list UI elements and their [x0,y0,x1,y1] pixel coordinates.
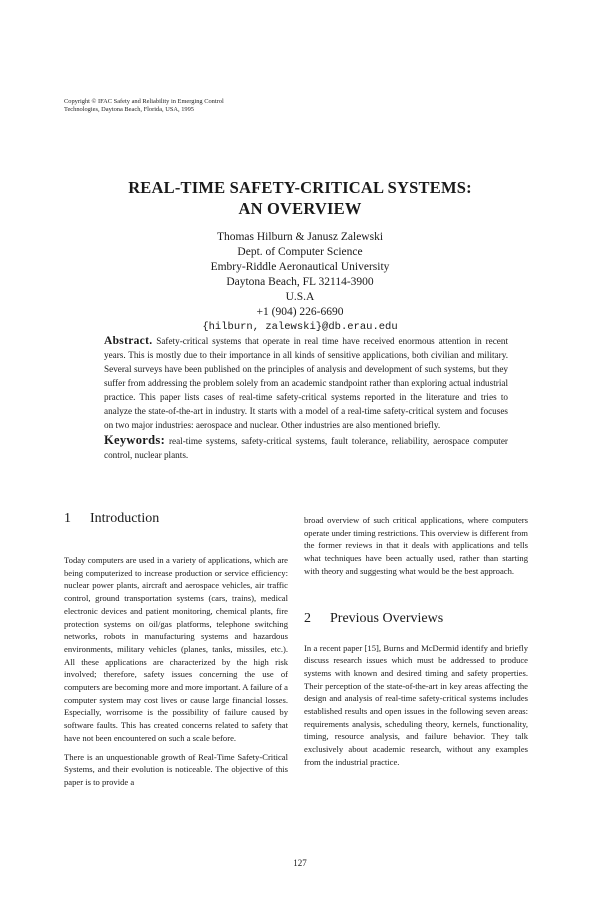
section-1-number: 1 [64,511,71,526]
keywords-label: Keywords: [104,433,166,447]
author-country: U.S.A [285,291,315,303]
section-2-number: 2 [304,610,311,626]
author-names: Thomas Hilburn & Janusz Zalewski [216,231,384,243]
section-1-paragraph-2: There is an unquestionable growth of Real-Time Safety-Critical Systems, and their evolution is noticeable. The objective of this paper is to provide a [64,751,288,787]
copyright-line-1: Copyright © IFAC Safety and Reliability in Emerging Control [64,98,224,105]
author-department: Dept. of Computer Science [237,246,363,258]
keywords-text: real-time systems, safety-critical systems, fault tolerance, reliability, aerospace computer control, nuclear plants. [104,436,508,460]
abstract-text: Safety-critical systems that operate in real time have received enormous attention in recent years. This is mostly due to their importance in all kinds of sensitive applications, both civilian and military. Several surveys have been published on the principles of analysis and development of such systems, but they suffer from addressing the problem solely from an academic standpoint rather than exploring actual industrial practice. This paper lists cases of real-time safety-critical systems reported in the literature and tries to analyze the state-of-the-art in industry. It starts with a model of a real-time safety-critical system and focuses on two major industries: aerospace and nuclear. Other industries are also mentioned briefly. [104,336,509,430]
abstract-body [104,334,508,432]
section-1-paragraph-3: broad overview of such critical applications, where computers operate under timing restrictions. This overview is different from the former reviews in that it deals with applications and tells what techniques have been actually used, rather than starting with theory and suggesting what would be the best approach. [304,515,528,576]
section-1-paragraph-1: Today computers are used in a variety of applications, which are being computerized to increase production or service efficiency: nuclear power plants, aircraft and aerospace vehicles, air traffic control, ground transportation systems (cars, trains), medical electronic devices and patient monitoring, chemical plants, fire protection systems on oil/gas platforms, telephone switching networks, robots in manufacturing systems and hazardous environments, military vehicles (planes, tanks, missiles, etc.). All these applications are characterized by the high risk involved; therefore, safety issues concerning the use of computers are becoming more and more important. A failure of a computer system may cost lives or cause large financial losses. Especially, worrisome is the possibility of failure caused by software faults. This has created concerns related to safety that have not been encountered on such a scale before. [64,555,288,743]
section-2-heading [304,610,528,628]
author-city: Daytona Beach, FL 32114-3900 [226,276,374,288]
copyright-line-2: Technologies, Daytona Beach, Florida, USA, 1995 [64,106,195,113]
author-phone: +1 (904) 226-6690 [256,306,344,318]
abstract-label: Abstract. [104,335,153,347]
author-university: Embry-Riddle Aeronautical University [210,261,390,273]
left-column [64,510,288,789]
paper-title [0,177,600,219]
section-2-title: Previous Overviews [330,610,444,626]
author-email: {hilburn, zalewski}@db.erau.edu [202,321,398,333]
author-block [0,230,600,335]
section-1-title: Introduction [90,511,160,526]
section-2 [304,610,528,769]
abstract [104,334,508,462]
right-column [304,514,528,769]
title-line-1: REAL-TIME SAFETY-CRITICAL SYSTEMS: [128,178,472,197]
section-1-heading [64,510,288,528]
page-number: 127 [293,858,307,868]
copyright-notice [64,98,344,114]
keywords [104,433,508,462]
section-2-paragraph-1: In a recent paper [15], Burns and McDermid identify and briefly discuss research issues which must be addressed to produce systems with known and desired timing and safety properties. Their perception of the state-of-the-art in key areas affecting the design and analysis of real-time safety-critical systems includes established results and open issues in the following seven areas: requirements analysis, scheduling theory, kernels, functionality, timing, resource analysis, and failure behavior. They talk exclusively about academic research, without any examples from the industrial practice. [304,642,528,767]
title-line-2: AN OVERVIEW [238,199,362,218]
